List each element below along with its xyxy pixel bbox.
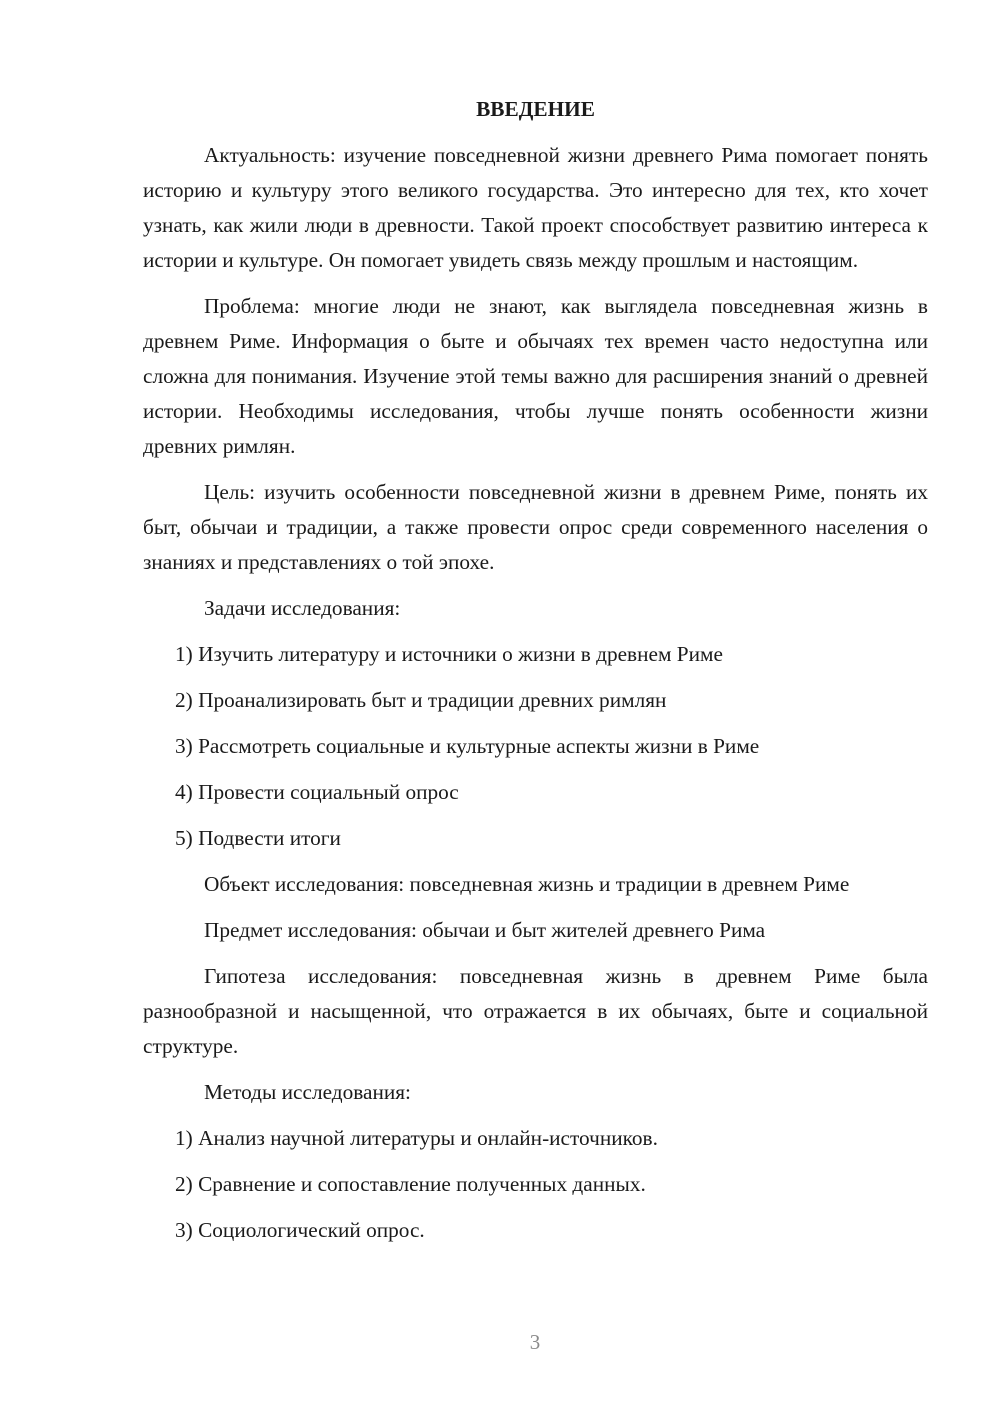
subject-paragraph: Предмет исследования: обычаи и быт жителей древнего Рима <box>204 918 766 942</box>
list-item: 2) Проанализировать быт и традиции древних римлян <box>175 688 667 712</box>
list-item: 3) Социологический опрос. <box>175 1218 425 1242</box>
object-paragraph: Объект исследования: повседневная жизнь и традиции в древнем Риме <box>204 872 850 896</box>
document-page <box>143 92 928 1259</box>
list-item: 1) Анализ научной литературы и онлайн-источников. <box>175 1126 658 1150</box>
list-item: 3) Рассмотреть социальные и культурные аспекты жизни в Риме <box>175 734 760 758</box>
tasks-label: Задачи исследования: <box>204 596 401 620</box>
page-number: 3 <box>529 1330 541 1354</box>
list-item: 4) Провести социальный опрос <box>175 780 459 804</box>
goal-paragraph: Цель: изучить особенности повседневной жизни в древнем Риме, понять их быт, обычаи и традиции, а также провести опрос среди современного населения о знаниях и представлениях о той эпохе. <box>143 480 928 574</box>
methods-label: Методы исследования: <box>204 1080 411 1104</box>
list-item: 2) Сравнение и сопоставление полученных данных. <box>175 1172 646 1196</box>
tasks-list <box>143 637 928 856</box>
problem-paragraph: Проблема: многие люди не знают, как выглядела повседневная жизнь в древнем Риме. Информация о быте и обычаях тех времен часто недоступна или сложна для понимания. Изучение этой темы важно для расширения знаний о древней истории. Необходимы исследования, чтобы лучше понять особенности жизни древних римлян. <box>143 294 928 458</box>
list-item: 5) Подвести итоги <box>175 826 341 850</box>
list-item: 1) Изучить литературу и источники о жизни в древнем Риме <box>175 642 723 666</box>
section-title: ВВЕДЕНИЕ <box>476 97 595 121</box>
methods-list <box>143 1121 928 1248</box>
relevance-paragraph: Актуальность: изучение повседневной жизни древнего Рима помогает понять историю и культуру этого великого государства. Это интересно для тех, кто хочет узнать, как жили люди в древности. Такой проект способствует развитию интереса к истории и культуре. Он помогает увидеть связь между прошлым и настоящим. <box>143 143 928 272</box>
hypothesis-paragraph: Гипотеза исследования: повседневная жизнь в древнем Риме была разнообразной и насыщенной, что отражается в их обычаях, быте и социальной структуре. <box>143 964 928 1058</box>
